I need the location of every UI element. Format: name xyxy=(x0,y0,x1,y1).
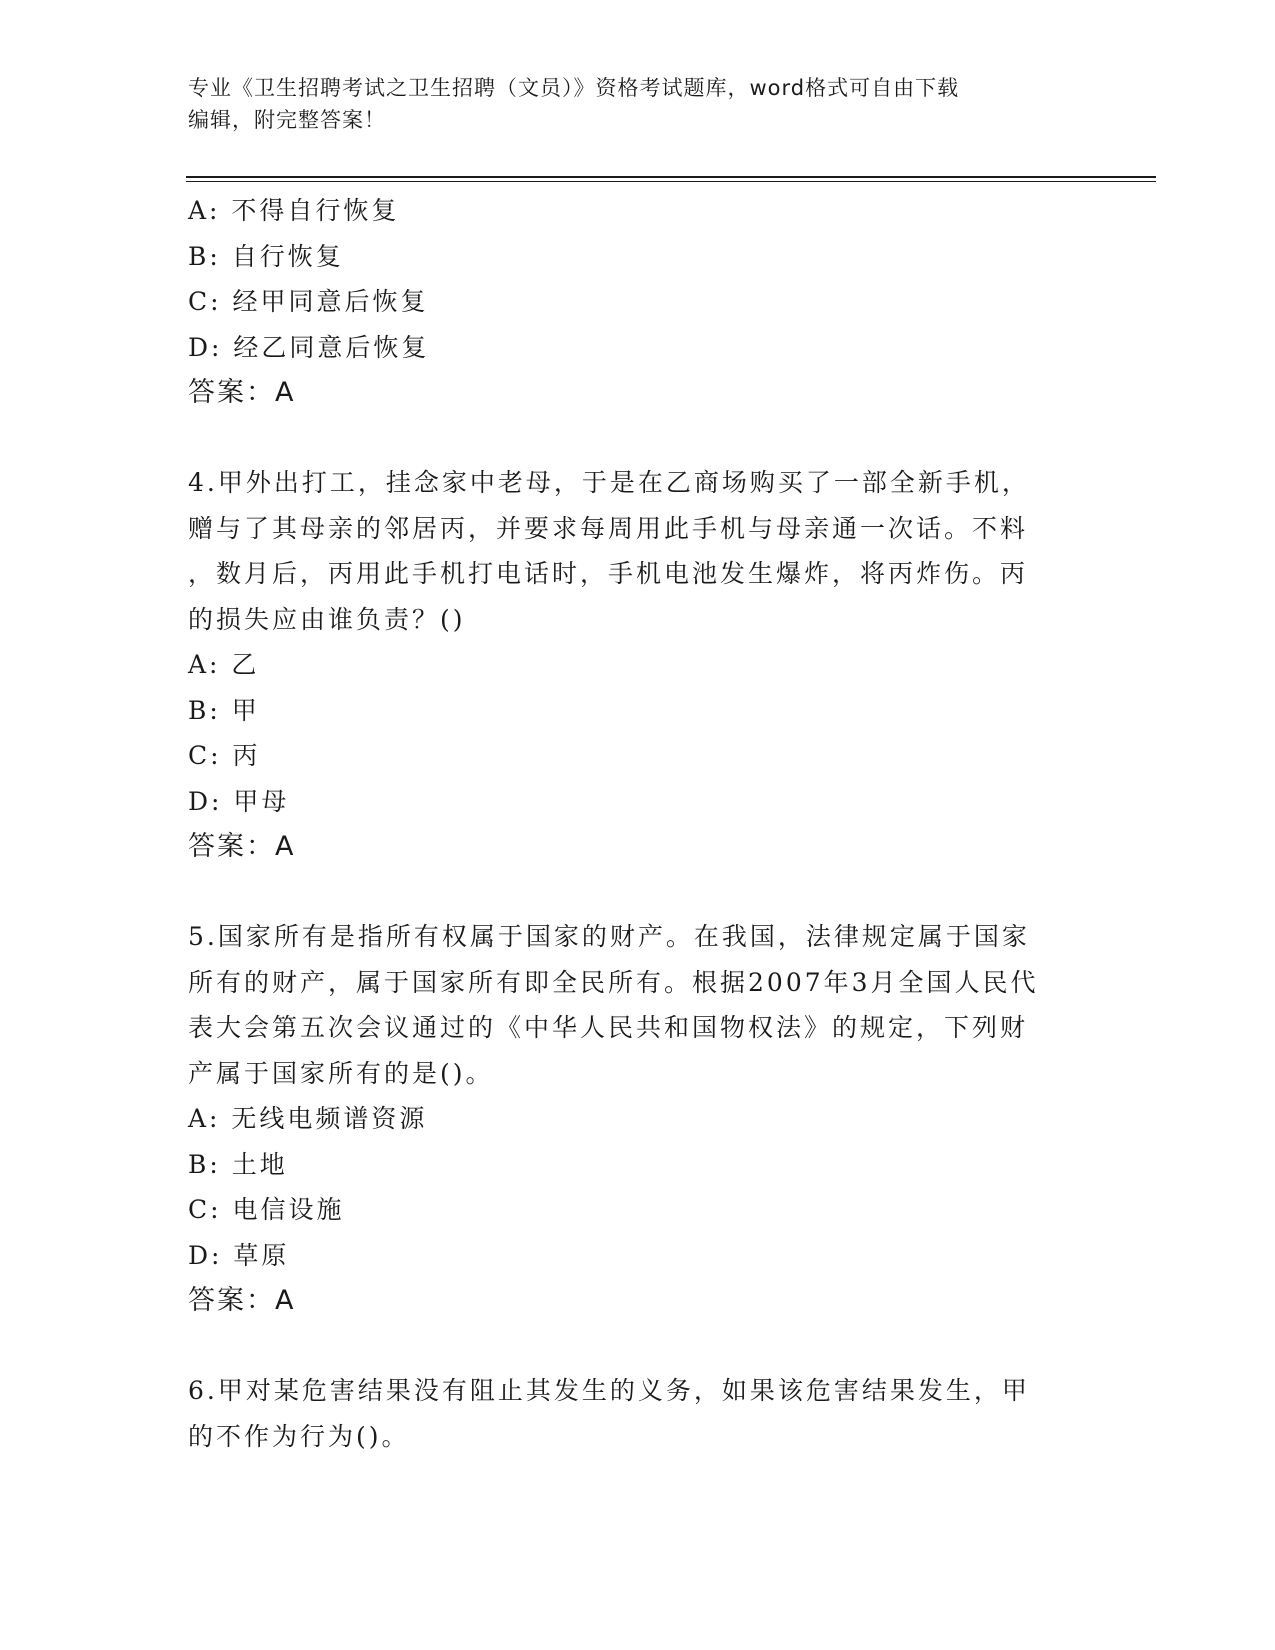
header-line-2: 编辑，附完整答案！ xyxy=(188,108,386,132)
answer: 答案：A xyxy=(188,377,296,408)
option-c: C: 电信设施 xyxy=(188,1195,345,1224)
question-text-line: 的不作为行为()。 xyxy=(188,1421,410,1451)
option-c: C: 经甲同意后恢复 xyxy=(188,287,429,316)
question-4 xyxy=(188,460,1088,870)
spacer xyxy=(188,870,1088,914)
option-a: A: 无线电频谱资源 xyxy=(188,1104,428,1133)
question-text-line: ，数月后，丙用此手机打电话时，手机电池发生爆炸，将丙炸伤。丙 xyxy=(188,559,1029,588)
spacer xyxy=(188,416,1088,460)
option-b: B: 自行恢复 xyxy=(188,241,344,271)
header-line-1: 专业《卫生招聘考试之卫生招聘（文员）》资格考试题库，word格式可自由下载 xyxy=(188,76,960,100)
question-text-line: 6.甲对某危害结果没有阻止其发生的义务，如果该危害结果发生，甲 xyxy=(188,1376,1030,1405)
option-a: A: 不得自行恢复 xyxy=(188,196,400,225)
option-a: A: 乙 xyxy=(188,650,260,679)
question-text-line: 的损失应由谁负责？() xyxy=(188,604,466,634)
option-c: C: 丙 xyxy=(188,741,261,770)
question-list xyxy=(188,188,1088,1459)
header-divider-thin xyxy=(186,181,1156,182)
option-d: D: 草原 xyxy=(188,1240,290,1270)
question-3 xyxy=(188,188,1088,416)
answer: 答案：A xyxy=(188,831,296,862)
option-b: B: 甲 xyxy=(188,695,260,725)
question-6 xyxy=(188,1368,1088,1459)
document-header xyxy=(188,72,1068,136)
question-text-line: 产属于国家所有的是()。 xyxy=(188,1058,494,1088)
spacer xyxy=(188,1324,1088,1368)
question-5 xyxy=(188,914,1088,1324)
option-d: D: 经乙同意后恢复 xyxy=(188,332,430,362)
question-text-line: 赠与了其母亲的邻居丙，并要求每周用此手机与母亲通一次话。不料 xyxy=(188,513,1029,543)
question-text-line: 所有的财产，属于国家所有即全民所有。根据2007年3月全国人民代 xyxy=(188,967,1039,997)
option-d: D: 甲母 xyxy=(188,786,290,816)
answer: 答案：A xyxy=(188,1285,296,1316)
header-divider-thick xyxy=(186,176,1156,178)
question-text-line: 5.国家所有是指所有权属于国家的财产。在我国，法律规定属于国家 xyxy=(188,922,1030,951)
option-b: B: 土地 xyxy=(188,1149,288,1179)
question-text-line: 4.甲外出打工，挂念家中老母，于是在乙商场购买了一部全新手机， xyxy=(188,468,1030,497)
question-text-line: 表大会第五次会议通过的《中华人民共和国物权法》的规定，下列财 xyxy=(188,1013,1029,1042)
